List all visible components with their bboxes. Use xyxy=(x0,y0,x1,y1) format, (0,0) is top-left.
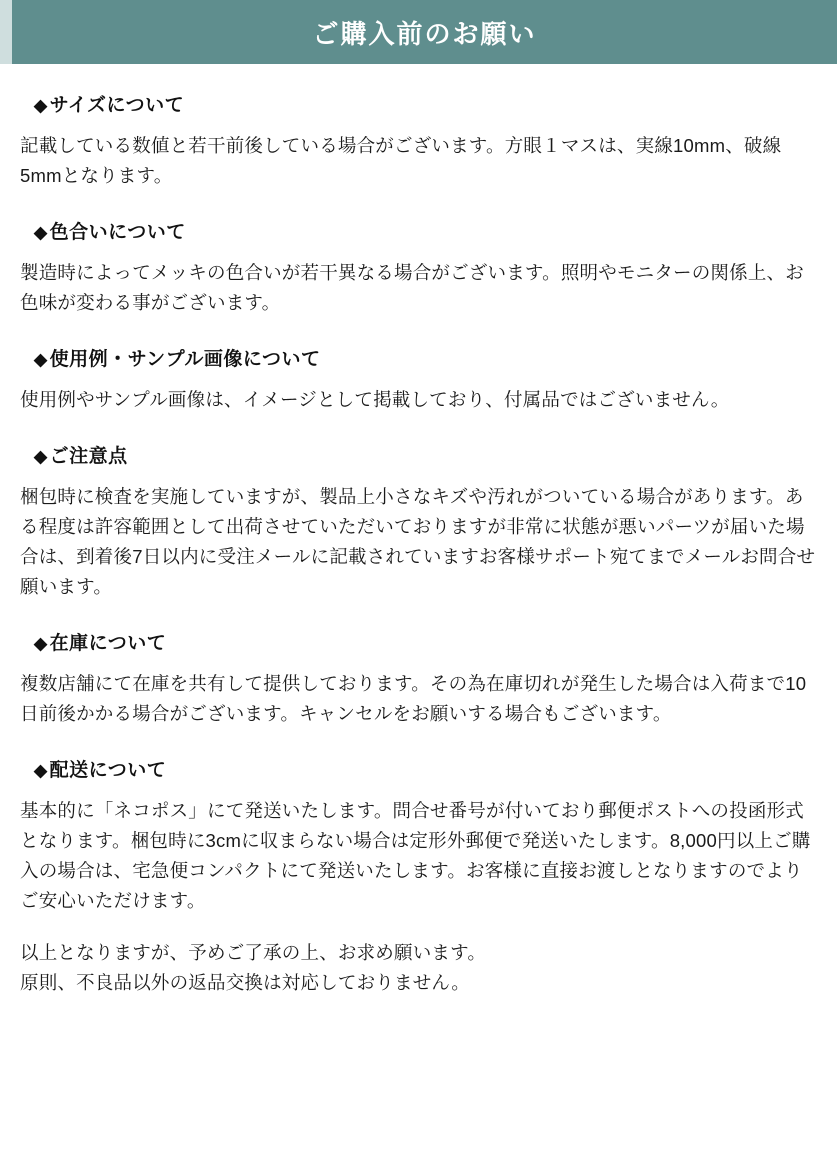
section-heading-label: 色合いについて xyxy=(49,221,186,243)
section-heading-label: ご注意点 xyxy=(49,445,128,467)
page-title: ご購入前のお願い xyxy=(312,18,537,49)
diamond-bullet-icon: ◆ xyxy=(34,446,48,466)
section-heading-label: 配送について xyxy=(49,759,167,781)
section-sample-images xyxy=(18,344,819,415)
notice-content xyxy=(0,64,837,997)
diamond-bullet-icon: ◆ xyxy=(34,760,48,780)
section-heading xyxy=(34,755,819,782)
section-heading-label: 使用例・サンプル画像について xyxy=(49,348,321,370)
section-body: 梱包時に検査を実施していますが、製品上小さなキズや汚れがついている場合があります。ある程度は許容範囲として出荷させていただいておりますが非常に状態が悪いパーツが届いた場合は、到着後7日以内に受注メールに記載されていますお客様サポート宛てまでメールお問合せ願います。 xyxy=(20,485,816,597)
section-body: 複数店舗にて在庫を共有して提供しております。その為在庫切れが発生した場合は入荷まで10日前後かかる場合がございます。キャンセルをお願いする場合もございます。 xyxy=(20,672,807,724)
section-body: 製造時によってメッキの色合いが若干異なる場合がございます。照明やモニターの関係上、お色味が変わる事がございます。 xyxy=(20,261,804,313)
section-heading xyxy=(34,628,819,655)
section-body: 基本的に「ネコポス」にて発送いたします。問合せ番号が付いており郵便ポストへの投函形式となります。梱包時に3cmに収まらない場合は定形外郵便で発送いたします。8,000円以上ご購入の場合は、宅急便コンパクトにて発送いたします。お客様に直接お渡しとなりますのでよりご安心いただけます。 xyxy=(20,799,811,911)
section-color xyxy=(18,217,819,318)
section-size xyxy=(18,90,819,191)
section-body: 使用例やサンプル画像は、イメージとして掲載しており、付属品ではございません。 xyxy=(20,388,730,410)
section-heading xyxy=(34,217,819,244)
header-left-band xyxy=(0,0,12,64)
section-cautions xyxy=(18,441,819,602)
section-body: 記載している数値と若干前後している場合がございます。方眼１マスは、実線10mm、破線5mmとなります。 xyxy=(20,135,782,186)
section-heading xyxy=(34,344,819,371)
closing-line-1: 以上となりますが、予めご了承の上、お求め願います。 xyxy=(20,941,487,963)
diamond-bullet-icon: ◆ xyxy=(34,96,48,115)
section-heading-label: サイズについて xyxy=(49,95,185,116)
closing-line-2: 原則、不良品以外の返品交換は対応しておりません。 xyxy=(20,971,470,993)
section-shipping xyxy=(18,755,819,916)
diamond-bullet-icon: ◆ xyxy=(34,222,48,242)
closing-note xyxy=(20,938,819,998)
header-banner xyxy=(12,0,837,64)
diamond-bullet-icon: ◆ xyxy=(34,349,48,369)
section-heading xyxy=(34,90,819,117)
section-heading xyxy=(34,441,819,468)
diamond-bullet-icon: ◆ xyxy=(34,633,48,653)
section-stock xyxy=(18,628,819,729)
section-heading-label: 在庫について xyxy=(49,632,167,654)
